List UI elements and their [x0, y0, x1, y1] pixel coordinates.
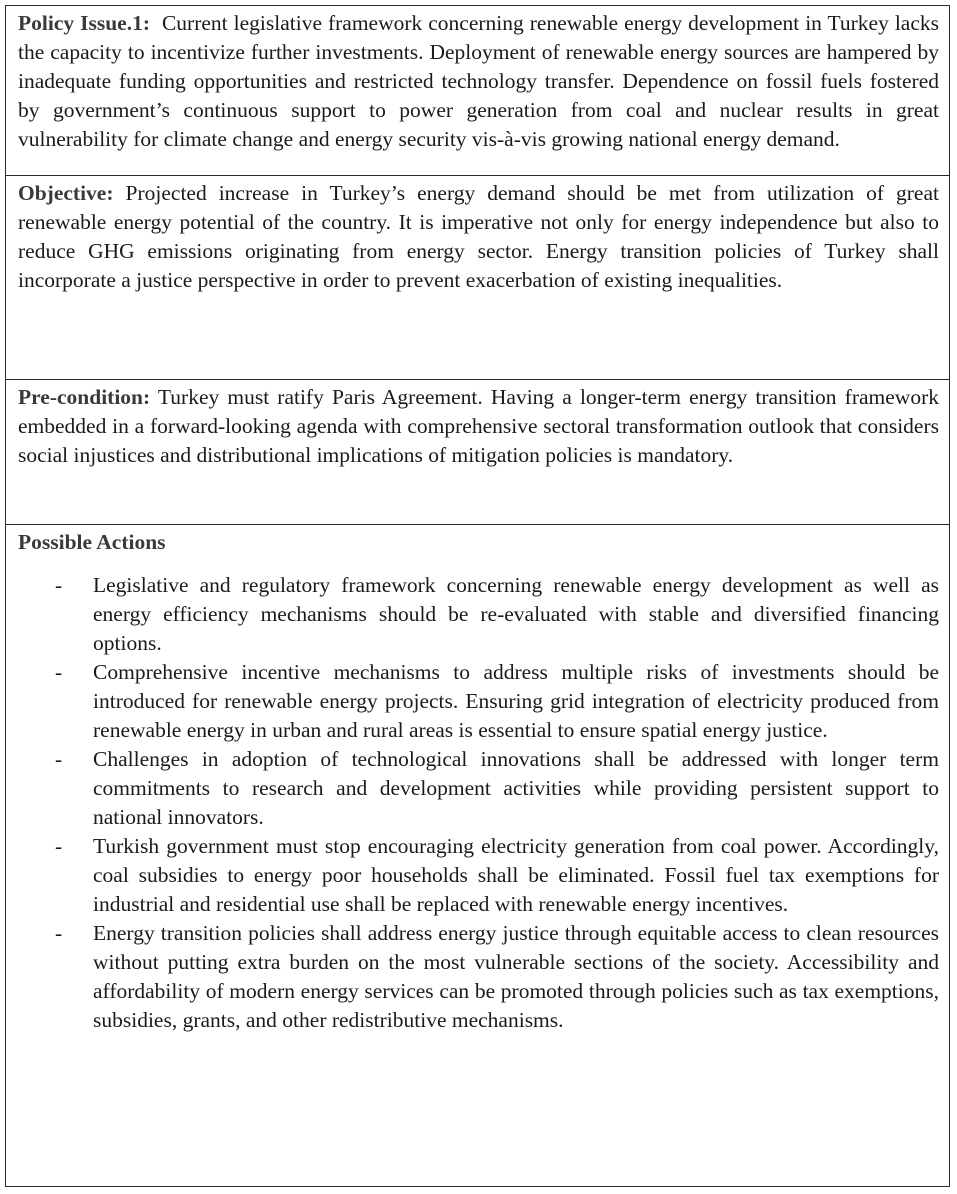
possible-actions-heading: Possible Actions [18, 530, 166, 554]
precondition-cell [6, 380, 949, 525]
policy-table [5, 5, 950, 1187]
objective-text: Projected increase in Turkey’s energy demand should be met from utilization of great renewable energy potential of the country. It is imperative not only for energy independence but also to reduce GHG emissions originating from energy sector. Energy transition policies of Turkey shall incorporate a justice perspective in order to prevent exacerbation of existing inequalities. [18, 181, 939, 292]
list-item-text: Legislative and regulatory framework concerning renewable energy development as well as energy efficiency mechanisms should be re-evaluated with stable and diversified financing options. [93, 573, 939, 655]
list-item-text: Challenges in adoption of technological innovations shall be addressed with longer term commitments to research and development activities while providing persistent support to national innovators. [93, 747, 939, 829]
possible-actions-cell [6, 525, 949, 1186]
objective-label: Objective: [18, 181, 114, 205]
bullet-dash: - [55, 921, 63, 945]
policy-issue-label: Policy Issue.1: [18, 11, 150, 35]
policy-issue-cell [6, 6, 949, 176]
precondition-label: Pre-condition: [18, 385, 151, 409]
list-item [55, 571, 939, 658]
policy-issue-text: Current legislative framework concerning renewable energy development in Turkey lacks the capacity to incentivize further investments. Deployment of renewable energy sources are hampered by inadequate funding opportunities and restricted technology transfer. Dependence on fossil fuels fostered by government’s continuous support to power generation from coal and nuclear results in great vulnerability for climate change and energy security vis-à-vis growing national energy demand. [18, 11, 939, 151]
list-item [55, 919, 939, 1035]
precondition-text: Turkey must ratify Paris Agreement. Having a longer-term energy transition framework embedded in a forward-looking agenda with comprehensive sectoral transformation outlook that considers social injustices and distributional implications of mitigation policies is mandatory. [18, 385, 939, 467]
list-item [55, 658, 939, 745]
list-item-text: Turkish government must stop encouraging electricity generation from coal power. Accordingly, coal subsidies to energy poor households shall be eliminated. Fossil fuel tax exemptions for industrial and residential use shall be replaced with renewable energy incentives. [93, 834, 939, 916]
objective-cell [6, 176, 949, 380]
bullet-dash: - [55, 834, 63, 858]
list-item [55, 745, 939, 832]
bullet-dash: - [55, 747, 63, 771]
possible-actions-list [18, 571, 939, 1035]
list-item-text: Energy transition policies shall address energy justice through equitable access to clean resources without putting extra burden on the most vulnerable sections of the society. Accessibility and affordability of modern energy services can be promoted through policies such as tax exemptions, subsidies, grants, and other redistributive mechanisms. [93, 921, 939, 1032]
bullet-dash: - [55, 660, 63, 684]
bullet-dash: - [55, 573, 63, 597]
list-item-text: Comprehensive incentive mechanisms to address multiple risks of investments should be introduced for renewable energy projects. Ensuring grid integration of electricity produced from renewable energy in urban and rural areas is essential to ensure spatial energy justice. [93, 660, 939, 742]
list-item [55, 832, 939, 919]
